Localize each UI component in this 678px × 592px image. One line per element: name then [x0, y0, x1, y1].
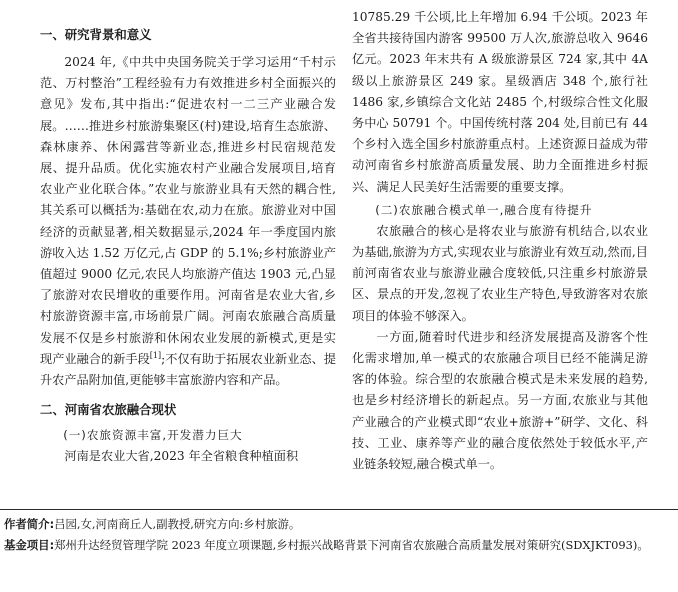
author-text: 吕园,女,河南商丘人,副教授,研究方向:乡村旅游。 [54, 517, 301, 531]
paragraph-one-hand: 一方面,随着时代进步和经济发展提高及游客个性化需求增加,单一模式的农旅融合项目已经不能满足游客的体验。综合型的农旅融合模式是未来发展的趋势,也是乡村经济增长的新起点。另一方面,农旅业与其他产业融合的产业模式即“农业+旅游+”研学、文化、科技、工业、康养等产业的融合度依然处于较低水平,产业链条较短,融合模式单一。 [352, 329, 648, 472]
paragraph-resources-start: 河南是农业大省,2023 年全省粮食种植面积 [64, 449, 299, 464]
author-label: 作者简介: [4, 517, 55, 531]
paragraph-resources-continued: 10785.29 千公顷,比上年增加 6.94 千公顷。2023 年全省共接待国内游客 99500 万人次,旅游总收入 9646 亿元。2023 年末共有 A 级旅游景区 724 家,其中 4A 级以上旅游景区 249 家。星级酒店 348 个,旅行社 1486 家,乡镇综合文化站 2485 个,村级综合性文化服务中心 50791 个。中国传统村落 204 处,目前已有 44 个乡村入选全国乡村旅游重点村。上述资源日益成为带动河南省乡村旅游高质量发展、助力全面推进乡村振兴、满足人民美好生活需要的重要支撑。 [352, 10, 648, 194]
footnotes [4, 514, 654, 556]
heading-status: 二、河南省农旅融合现状 [40, 402, 177, 418]
left-column [40, 0, 336, 467]
fund-label: 基金项目: [4, 538, 55, 552]
fund-text: 郑州升达经贸管理学院 2023 年度立项课题,乡村振兴战略背景下河南省农旅融合高质量发展对策研究(SDXJKT093)。 [54, 538, 649, 552]
heading-research-background: 一、研究背景和意义 [40, 27, 152, 42]
fund-note [4, 535, 654, 556]
subheading-single-mode: (二)农旅融合模式单一,融合度有待提升 [375, 202, 593, 217]
author-note [4, 514, 654, 535]
paragraph-background [40, 52, 336, 391]
footnote-divider [0, 509, 678, 510]
citation-1: [1] [149, 350, 162, 360]
paragraph-background-tail: ;不仅有助于拓展农业新业态、提升农产品附加值,更能够丰富旅游内容和产品。 [40, 351, 336, 388]
subheading-rich-resources: (一)农旅资源丰富,开发潜力巨大 [63, 428, 243, 443]
right-column [352, 0, 648, 475]
paragraph-fusion-core: 农旅融合的核心是将农业与旅游有机结合,以农业为基础,旅游为方式,实现农业与旅游业有效互动,然而,目前河南省农业与旅游业融合度较低,只注重乡村旅游景区、景点的开发,忽视了农业生产特色,导致游客对农旅项目的体验不够深入。 [352, 223, 648, 323]
paragraph-background-text: 2024 年,《中共中央国务院关于学习运用“千村示范、万村整治”工程经验有力有效推进乡村全面振兴的意见》发布,其中指出:“促进农村一二三产业融合发展。……推进乡村旅游集聚区(村)建设,培育生态旅游、森林康养、休闲露营等新业态,推进乡村民宿规范发展、提升品质。优化实施农村产业融合发展项目,培育农业产业化联合体。”农业与旅游业具有天然的耦合性,其关系可以概括为:基础在农,动力在旅。旅游业对中国经济的贡献显著,相关数据显示,2024 年一季度国内旅游收入达 1.52 万亿元,占 GDP 的 5.1%;乡村旅游业产值超过 9000 亿元,农民人均旅游产值达 1903 元,凸显了旅游对农民增收的重要作用。河南省是农业大省,乡村旅游资源丰富,市场前景广阔。河南农旅融合高质量发展不仅是乡村旅游和休闲农业发展的新模式,更是实现产业融合的新手段 [40, 55, 336, 366]
